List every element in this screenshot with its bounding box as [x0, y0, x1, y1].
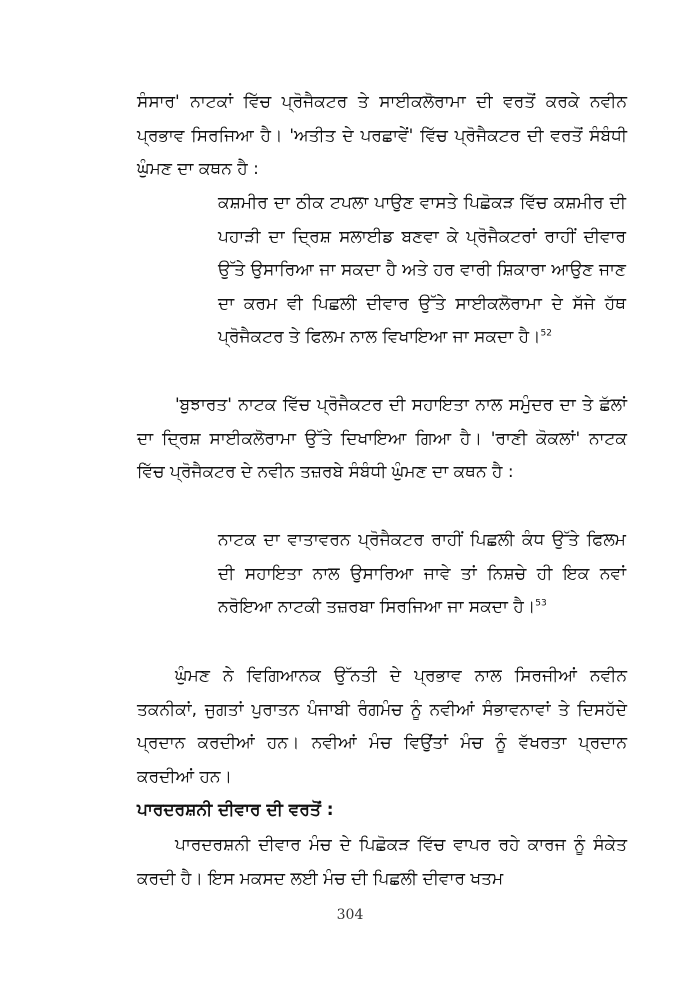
footnote-ref-52: 52 [540, 328, 552, 339]
paragraph-2: 'ਬੁਝਾਰਤ' ਨਾਟਕ ਵਿੱਚ ਪ੍ਰੋਜੈਕਟਰ ਦੀ ਸਹਾਇਤਾ ਨਾਲ ਸਮੁੰਦਰ ਦਾ ਤੇ ਛੱਲਾਂ ਦਾ ਦ੍ਰਿਸ਼ ਸਾਈਕਲੋਰਾਮਾ ਉੱਤੇ ਦਿਖਾਇਆ ਗਿਆ ਹੈ। 'ਰਾਣੀ ਕੋਕਲਾਂ' ਨਾਟਕ ਵਿੱਚ ਪ੍ਰੋਜੈਕਟਰ ਦੇ ਨਵੀਨ ਤਜ਼ਰਬੇ ਸੰਬੰਧੀ ਘੁੰਮਣ ਦਾ ਕਥਨ ਹੈ : [137, 395, 627, 482]
block-quote-2 [218, 524, 626, 625]
block-quote-1 [218, 187, 626, 355]
page-number: 304 [336, 907, 364, 923]
block-quote-2-text: ਨਾਟਕ ਦਾ ਵਾਤਾਵਰਨ ਪ੍ਰੋਜੈਕਟਰ ਰਾਹੀਂ ਪਿਛਲੀ ਕੰਧ ਉੱਤੇ ਫਿਲਮ ਦੀ ਸਹਾਇਤਾ ਨਾਲ ਉਸਾਰਿਆ ਜਾਵੇ ਤਾਂ ਨਿਸ਼ਚੇ ਹੀ ਇਕ ਨਵਾਂ ਨਰੋਇਆ ਨਾਟਕੀ ਤਜ਼ਰਬਾ ਸਿਰਜਿਆ ਜਾ ਸਕਦਾ ਹੈ। [218, 530, 626, 617]
paragraph-1: ਸੰਸਾਰ' ਨਾਟਕਾਂ ਵਿੱਚ ਪ੍ਰੋਜੈਕਟਰ ਤੇ ਸਾਈਕਲੋਰਾਮਾ ਦੀ ਵਰਤੋਂ ਕਰਕੇ ਨਵੀਨ ਪ੍ਰਭਾਵ ਸਿਰਜਿਆ ਹੈ। 'ਅਤੀਤ ਦੇ ਪਰਛਾਵੇਂ' ਵਿੱਚ ਪ੍ਰੋਜੈਕਟਰ ਦੀ ਵਰਤੋਂ ਸੰਬੰਧੀ ਘੁੰਮਣ ਦਾ ਕਥਨ ਹੈ : [137, 92, 627, 179]
block-quote-1-text: ਕਸ਼ਮੀਰ ਦਾ ਠੀਕ ਟਪਲਾ ਪਾਉਣ ਵਾਸਤੇ ਪਿਛੋਕੜ ਵਿੱਚ ਕਸ਼ਮੀਰ ਦੀ ਪਹਾੜੀ ਦਾ ਦ੍ਰਿਸ਼ ਸਲਾਈਡ ਬਣਵਾ ਕੇ ਪ੍ਰੋਜੈਕਟਰਾਂ ਰਾਹੀਂ ਦੀਵਾਰ ਉੱਤੇ ਉਸਾਰਿਆ ਜਾ ਸਕਦਾ ਹੈ ਅਤੇ ਹਰ ਵਾਰੀ ਸ਼ਿਕਾਰਾ ਆਉਣ ਜਾਣ ਦਾ ਕਰਮ ਵੀ ਪਿਛਲੀ ਦੀਵਾਰ ਉੱਤੇ ਸਾਈਕਲੋਰਾਮਾ ਦੇ ਸੱਜੇ ਹੱਥ ਪ੍ਰੋਜੈਕਟਰ ਤੇ ਫਿਲਮ ਨਾਲ ਵਿਖਾਇਆ ਜਾ ਸਕਦਾ ਹੈ। [218, 193, 626, 347]
paragraph-4: ਪਾਰਦਰਸ਼ਨੀ ਦੀਵਾਰ ਮੰਚ ਦੇ ਪਿਛੋਕੜ ਵਿੱਚ ਵਾਪਰ ਰਹੇ ਕਾਰਜ ਨੂੰ ਸੰਕੇਤ ਕਰਦੀ ਹੈ। ਇਸ ਮਕਸਦ ਲਈ ਮੰਚ ਦੀ ਪਿਛਲੀ ਦੀਵਾਰ ਖਤਮ [137, 835, 627, 889]
section-heading: ਪਾਰਦਰਸ਼ਨੀ ਦੀਵਾਰ ਦੀ ਵਰਤੋਂ : [137, 800, 334, 820]
footnote-ref-53: 53 [535, 598, 547, 609]
paragraph-3: ਘੁੰਮਣ ਨੇ ਵਿਗਿਆਨਕ ਉੱਨਤੀ ਦੇ ਪ੍ਰਭਾਵ ਨਾਲ ਸਿਰਜੀਆਂ ਨਵੀਨ ਤਕਨੀਕਾਂ, ਜੁਗਤਾਂ ਪੁਰਾਤਨ ਪੰਜਾਬੀ ਰੰਗਮੰਚ ਨੂੰ ਨਵੀਆਂ ਸੰਭਾਵਨਾਵਾਂ ਤੇ ਦਿਸਹੱਦੇ ਪ੍ਰਦਾਨ ਕਰਦੀਆਂ ਹਨ। ਨਵੀਆਂ ਮੰਚ ਵਿਉਂਤਾਂ ਮੰਚ ਨੂੰ ਵੱਖਰਤਾ ਪ੍ਰਦਾਨ ਕਰਦੀਆਂ ਹਨ। [137, 666, 627, 787]
